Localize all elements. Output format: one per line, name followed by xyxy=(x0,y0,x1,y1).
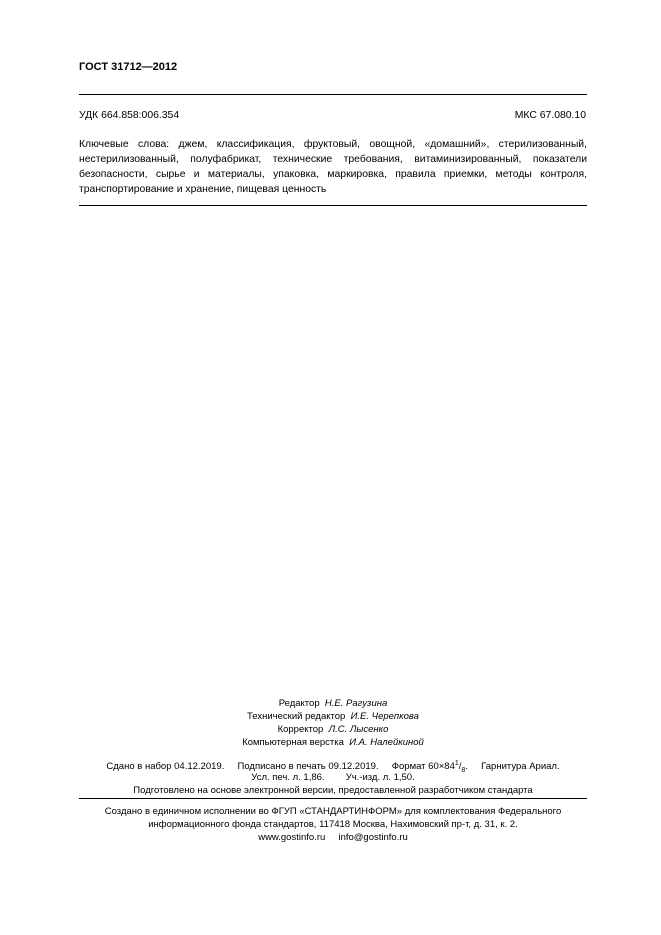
footer-divider xyxy=(79,798,587,799)
udk-code: УДК 664.858:006.354 xyxy=(79,110,180,121)
email-link[interactable]: info@gostinfo.ru xyxy=(338,832,408,843)
publication-sheets-row xyxy=(79,771,587,785)
keywords-divider xyxy=(79,205,587,206)
tech-editor-name: И.Е. Черепкова xyxy=(350,711,419,722)
footer-line-2: информационного фонда стандартов, 117418 Москва, Нахимовский пр-т, д. 31, к. 2. xyxy=(148,819,518,830)
editor-role: Редактор xyxy=(278,698,320,709)
footer-line-1: Создано в единичном исполнении во ФГУП «СТАНДАРТИНФОРМ» для комплектования Федерального xyxy=(104,806,562,817)
corrector-role: Корректор xyxy=(277,724,324,735)
pub-sheets: Уч.-изд. л. 1,50. xyxy=(345,772,415,783)
prepared-note: Подготовлено на основе электронной версии, предоставленной разработчиком стандарта xyxy=(133,785,533,796)
credits-layout xyxy=(79,736,587,749)
tech-editor-role: Технический редактор xyxy=(247,711,346,722)
corrector-name: Л.С. Лысенко xyxy=(328,724,389,735)
editor-name: Н.Е. Рагузина xyxy=(324,698,388,709)
credits-corrector xyxy=(79,723,587,736)
standard-id: ГОСТ 31712—2012 xyxy=(79,61,178,73)
layout-role: Компьютерная верстка xyxy=(242,737,344,748)
format-info: Формат $60\times 84^1/_8$. xyxy=(391,760,468,775)
typeface-info: Гарнитура Ариал. xyxy=(481,761,560,773)
website-link[interactable]: www.gostinfo.ru xyxy=(258,832,326,843)
signed-date: Подписано в печать 09.12.2019. xyxy=(237,761,379,773)
credits-editor xyxy=(79,697,587,710)
footer-contacts xyxy=(79,831,587,844)
layout-name: И.А. Налейкиной xyxy=(349,737,424,748)
mks-code: МКС 67.080.10 xyxy=(514,110,586,121)
keywords-paragraph: Ключевые слова: джем, классификация, фруктовый, овощной, «домашний», стерилизованный, нестерилизованный, полуфабрикат, технические требования, витаминизированный, показатели безопасности, сырье и материалы, упаковка, маркировка, правила приемки, методы контроля, транспортирование и хранение, пищевая ценность xyxy=(79,139,587,195)
print-sheets: Усл. печ. л. 1,86. xyxy=(251,772,325,783)
credits-tech-editor xyxy=(79,710,587,723)
top-divider xyxy=(79,94,587,95)
submitted-date: Сдано в набор 04.12.2019. xyxy=(106,761,225,773)
